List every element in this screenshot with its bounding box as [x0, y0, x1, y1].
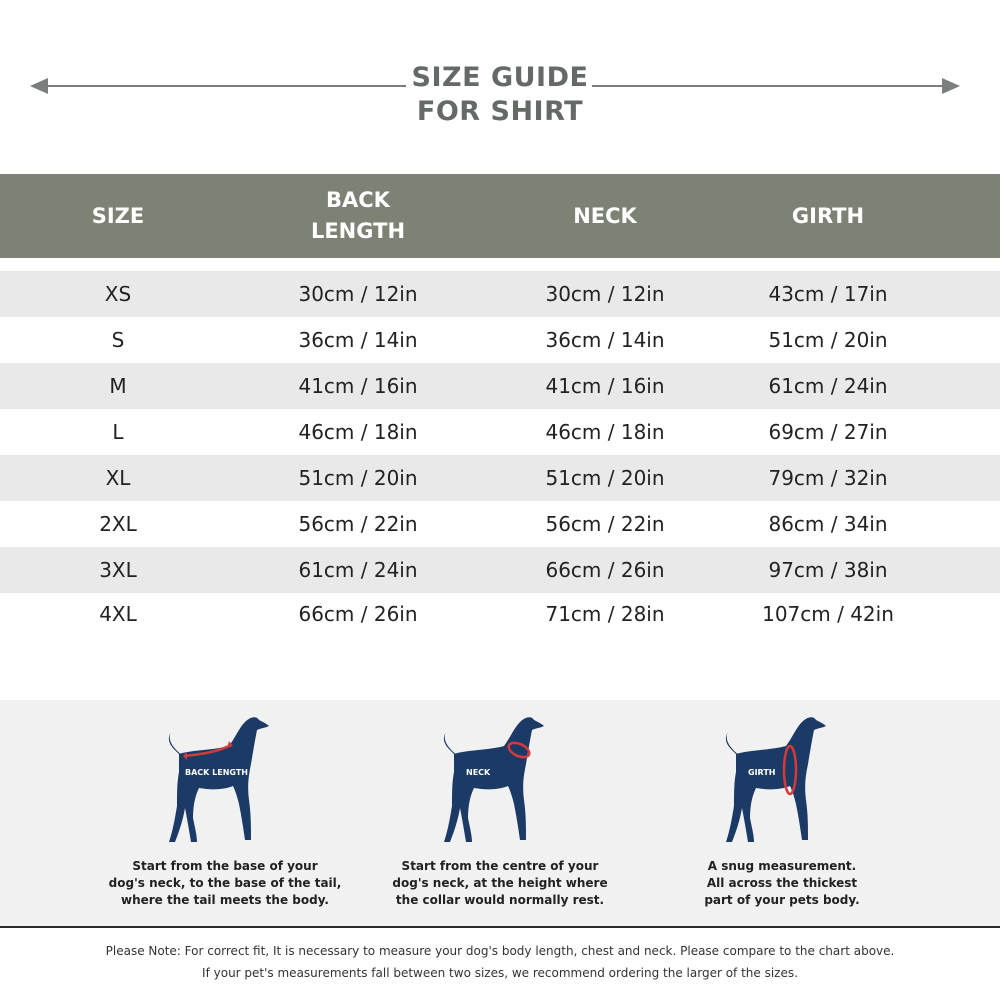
table-row: [0, 547, 1000, 593]
dog-neck-icon: [420, 710, 560, 850]
cell-back-length: 41cm / 16in: [298, 374, 418, 398]
title-line-1: SIZE GUIDE: [411, 62, 589, 93]
cell-back-length: 46cm / 18in: [298, 420, 418, 444]
table-row: [0, 363, 1000, 409]
cell-girth: 43cm / 17in: [768, 282, 888, 306]
title-area: [0, 55, 1000, 135]
cell-size: 2XL: [99, 512, 137, 536]
cell-size: 4XL: [99, 602, 137, 626]
header-girth: [728, 174, 928, 258]
cell-neck: 71cm / 28in: [545, 602, 665, 626]
cell-girth: 107cm / 42in: [762, 602, 894, 626]
arrow-right-icon: [942, 78, 960, 94]
caption-line: part of your pets body.: [704, 893, 860, 907]
dog-label-girth: GIRTH: [748, 768, 776, 777]
page-title: [400, 61, 600, 129]
caption-line: dog's neck, to the base of the tail,: [108, 876, 342, 890]
cell-neck: 46cm / 18in: [545, 420, 665, 444]
dog-back-length-icon: [145, 710, 285, 850]
cell-neck: 56cm / 22in: [545, 512, 665, 536]
cell-girth: 69cm / 27in: [768, 420, 888, 444]
header-back-length-line-1: BACK: [326, 188, 390, 212]
header-neck-label: NECK: [573, 203, 637, 228]
cell-girth: 97cm / 38in: [768, 558, 888, 582]
cell-size: M: [109, 374, 127, 398]
note-line-1: Please Note: For correct fit, It is necessary to measure your dog's body length, chest and neck. Please compare to the chart above.: [105, 944, 895, 958]
cell-neck: 66cm / 26in: [545, 558, 665, 582]
cell-back-length: 61cm / 24in: [298, 558, 418, 582]
cell-back-length: 51cm / 20in: [298, 466, 418, 490]
caption-line: All across the thickest: [706, 876, 858, 890]
dog-girth-icon: [702, 710, 842, 850]
cell-girth: 86cm / 34in: [768, 512, 888, 536]
table-row: [0, 455, 1000, 501]
cell-neck: 41cm / 16in: [545, 374, 665, 398]
table-row: [0, 501, 1000, 547]
header-back-length: [258, 174, 458, 258]
table-row: [0, 317, 1000, 363]
table-row: [0, 409, 1000, 455]
table-row: [0, 271, 1000, 317]
cell-neck: 51cm / 20in: [545, 466, 665, 490]
dog-label-back-length: BACK LENGTH: [185, 768, 248, 777]
header-girth-label: GIRTH: [791, 203, 865, 228]
dog-label-neck: NECK: [466, 768, 491, 777]
caption-line: Start from the base of your: [132, 859, 318, 873]
cell-size: XS: [104, 282, 132, 306]
caption-line: where the tail meets the body.: [121, 893, 329, 907]
caption-line: A snug measurement.: [707, 859, 857, 873]
header-neck: [505, 174, 705, 258]
caption-girth: [662, 858, 902, 909]
arrow-line-right: [592, 85, 950, 87]
header-back-length-line-2: LENGTH: [310, 219, 406, 243]
cell-size: S: [111, 328, 125, 352]
cell-back-length: 56cm / 22in: [298, 512, 418, 536]
cell-size: L: [112, 420, 124, 444]
note-line-2: If your pet's measurements fall between two sizes, we recommend ordering the larger of the sizes.: [202, 966, 798, 980]
guide-girth: [662, 710, 902, 920]
fit-note: [0, 940, 1000, 984]
divider: [0, 926, 1000, 928]
table-header: [0, 174, 1000, 258]
guide-neck: [380, 710, 620, 920]
caption-line: dog's neck, at the height where: [392, 876, 608, 890]
cell-girth: 79cm / 32in: [768, 466, 888, 490]
cell-back-length: 30cm / 12in: [298, 282, 418, 306]
cell-girth: 51cm / 20in: [768, 328, 888, 352]
title-line-2: FOR SHIRT: [416, 96, 584, 127]
header-size: [18, 174, 218, 258]
caption-line: Start from the centre of your: [401, 859, 599, 873]
cell-size: 3XL: [99, 558, 137, 582]
cell-back-length: 66cm / 26in: [298, 602, 418, 626]
arrow-line-left: [40, 85, 406, 87]
table-row: [0, 591, 1000, 637]
caption-line: the collar would normally rest.: [395, 893, 605, 907]
caption-neck: [380, 858, 620, 909]
cell-girth: 61cm / 24in: [768, 374, 888, 398]
header-size-label: SIZE: [91, 203, 145, 228]
cell-neck: 30cm / 12in: [545, 282, 665, 306]
cell-back-length: 36cm / 14in: [298, 328, 418, 352]
cell-size: XL: [105, 466, 131, 490]
guide-back-length: [105, 710, 345, 920]
caption-back-length: [105, 858, 345, 909]
cell-neck: 36cm / 14in: [545, 328, 665, 352]
